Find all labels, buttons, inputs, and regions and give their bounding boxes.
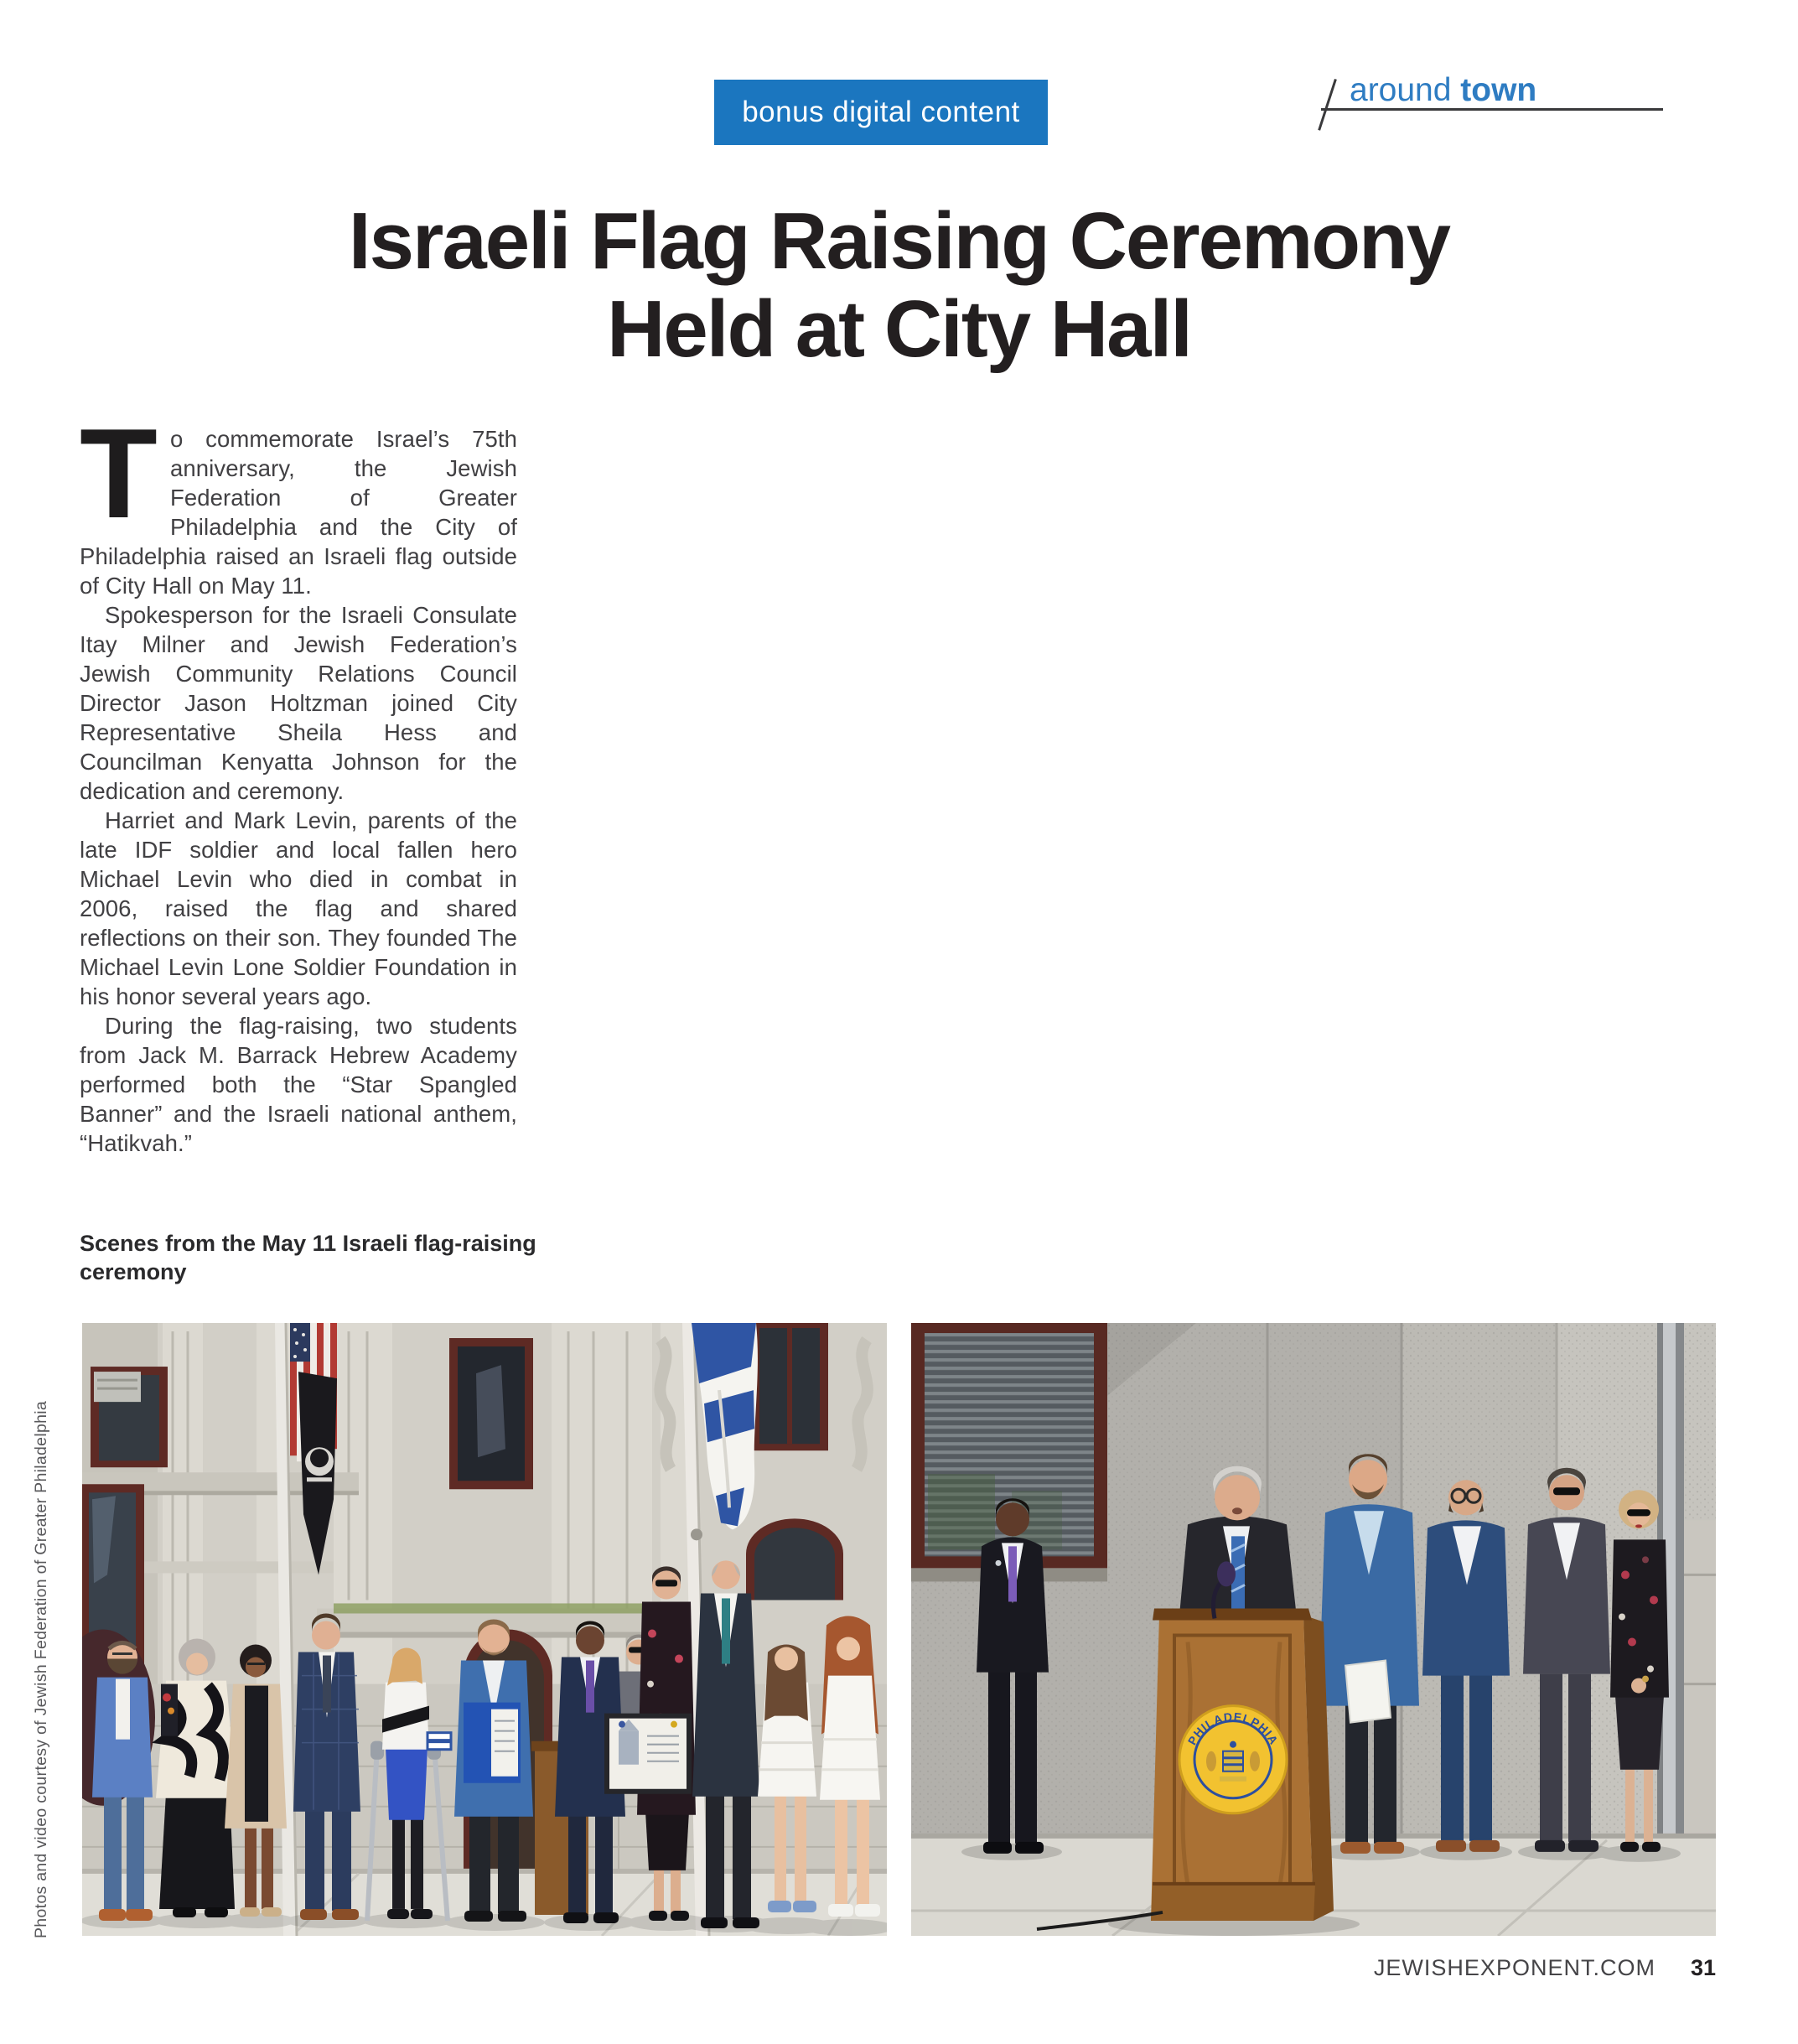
photo-caption: Scenes from the May 11 Israeli flag-raising ceremony xyxy=(80,1231,536,1284)
article-paragraph-2: Spokesperson for the Israeli Consulate Itay Milner and Jewish Federation’s Jewish Community Relations Council Director Jason Holtzman joined City Representative Sheila Hess and Councilman Kenyatta Johnson for the dedication and ceremony. xyxy=(80,602,517,804)
section-word-town: town xyxy=(1460,72,1537,108)
right-photo-illustration xyxy=(911,1323,1716,1936)
window-with-ac xyxy=(91,1367,168,1467)
bonus-digital-content-banner: bonus digital content xyxy=(714,80,1048,145)
right-ceremony-photo xyxy=(911,1323,1716,1936)
section-header-rule xyxy=(1321,108,1663,111)
article-paragraph-1 xyxy=(80,402,517,600)
section-header-slash xyxy=(1318,79,1337,131)
photo-credit: Photos and video courtesy of Jewish Federation of Greater Philadelphia xyxy=(32,1400,50,1938)
framed-certificate xyxy=(607,1716,689,1792)
seal-text: PHILADELPHIA xyxy=(1184,1709,1282,1747)
footer-page-number: 31 xyxy=(1690,1955,1716,1980)
article-paragraph-1-text: o commemorate Israel’s 75th anniversary, the Jewish Federation of Greater Philadelphia and the City of Philadelphia raised an Israeli flag outside of City Hall on May 11. xyxy=(80,426,517,599)
stone-plinth xyxy=(1681,1520,1716,1839)
section-word-around: around xyxy=(1350,72,1452,108)
page-title xyxy=(0,198,1798,373)
headline-line2: Held at City Hall xyxy=(607,283,1191,374)
arched-window xyxy=(746,1518,843,1600)
article-paragraph-3: Harriet and Mark Levin, parents of the late IDF soldier and local fallen hero Michael Levin who died in combat in 2006, raised the flag and shared reflections on their son. They founded The Michael Levin Lone Soldier Foundation in his honor several years ago. xyxy=(80,807,517,1009)
moss xyxy=(334,1603,686,1613)
drop-cap: T xyxy=(80,402,158,545)
headline-line1: Israeli Flag Raising Ceremony xyxy=(348,196,1450,286)
article-body xyxy=(80,402,517,1158)
left-photo-illustration xyxy=(82,1323,887,1936)
upper-right-window xyxy=(751,1323,828,1450)
article-paragraph-4: During the flag-raising, two students from Jack M. Barrack Hebrew Academy performed both the “Star Spangled Banner” and the Israeli national anthem, “Hatikvah.” xyxy=(80,1013,517,1156)
footer-site-url: JEWISHEXPONENT.COM xyxy=(1373,1955,1656,1980)
philadelphia-seal xyxy=(1179,1706,1287,1813)
carved-garland-left xyxy=(660,1340,671,1469)
left-ceremony-photo xyxy=(82,1323,887,1936)
center-tall-window xyxy=(449,1338,533,1489)
section-header-around-town xyxy=(1350,72,1536,109)
carved-garland-right xyxy=(857,1340,868,1469)
page-footer xyxy=(1374,1955,1716,1981)
